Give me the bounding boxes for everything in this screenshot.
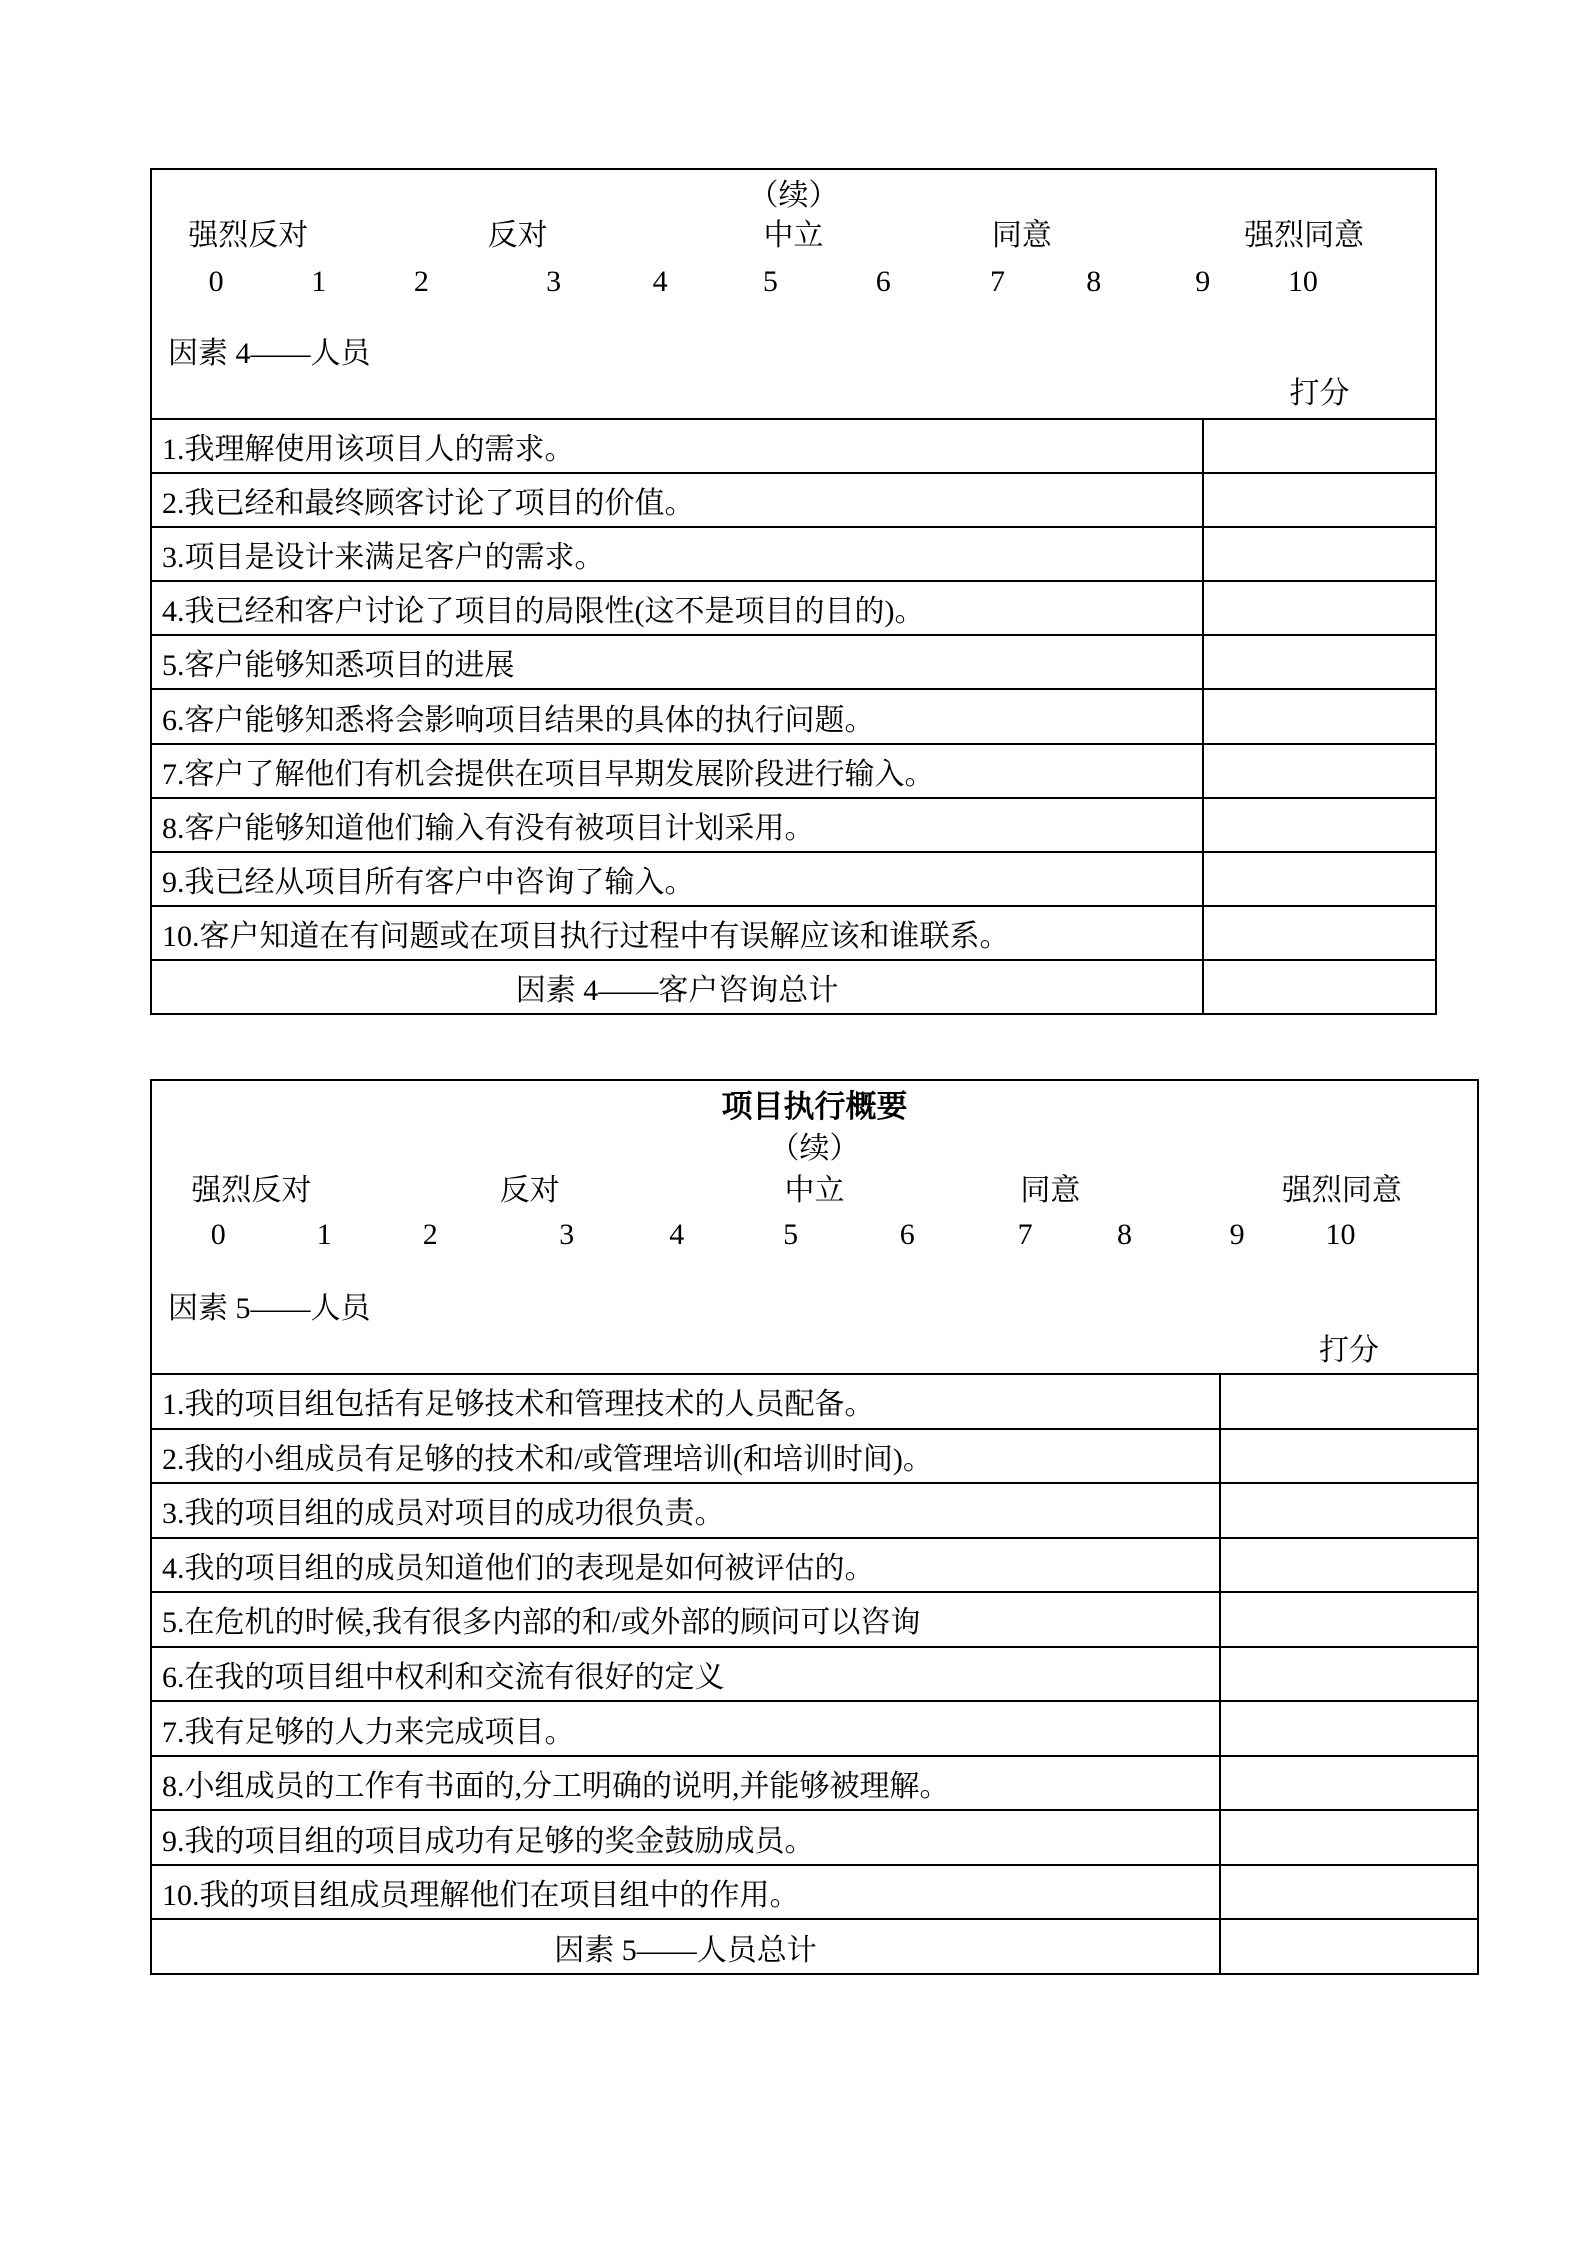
score-cell [1204,582,1435,634]
scale-number: 8 [1117,1218,1133,1251]
question-text: 4.我已经和客户讨论了项目的局限性(这不是项目的目的)。 [152,582,1204,634]
question-text: 5.在危机的时候,我有很多内部的和/或外部的顾问可以咨询 [152,1593,1221,1646]
scale-number: 2 [413,265,429,298]
scale-label: 同意 [1020,1174,1081,1207]
question-text: 10.我的项目组成员理解他们在项目组中的作用。 [152,1866,1221,1919]
scale-label: 反对 [499,1174,560,1207]
scale-number: 4 [652,265,668,298]
scale-number: 0 [208,265,224,298]
scale-number: 10 [1287,265,1318,298]
question-row [152,526,1435,580]
scale-number: 9 [1229,1218,1245,1251]
score-cell [1204,745,1435,797]
questionnaire-section-factor4 [150,168,1437,1015]
question-text: 7.客户了解他们有机会提供在项目早期发展阶段进行输入。 [152,745,1204,797]
score-cell [1204,853,1435,905]
scale-number: 3 [559,1218,575,1251]
question-row [152,1591,1477,1646]
question-text: 8.小组成员的工作有书面的,分工明确的说明,并能够被理解。 [152,1757,1221,1810]
scale-number: 7 [989,265,1005,298]
scale-number: 3 [546,265,562,298]
score-cell [1221,1920,1477,1973]
question-text: 2.我已经和最终顾客讨论了项目的价值。 [152,474,1204,526]
question-text: 9.我已经从项目所有客户中咨询了输入。 [152,853,1204,905]
question-text: 1.我的项目组包括有足够技术和管理技术的人员配备。 [152,1375,1221,1428]
total-row [152,1918,1477,1973]
scale-number: 6 [875,265,891,298]
scale-label: 反对 [487,219,548,252]
question-row [152,1373,1477,1428]
scale-numbers-row [152,264,1435,302]
score-cell [1221,1757,1477,1810]
question-row [152,1428,1477,1483]
question-row [152,1537,1477,1592]
scale-number: 2 [422,1218,438,1251]
score-cell [1204,420,1435,472]
section-title: 项目执行概要 [721,1089,908,1124]
score-cell [1204,690,1435,742]
score-column-label: 打分 [1319,1334,1379,1367]
question-row [152,1700,1477,1755]
question-row [152,905,1435,959]
question-text: 10.客户知道在有问题或在项目执行过程中有误解应该和谁联系。 [152,907,1204,959]
question-row [152,1864,1477,1919]
question-text: 5.客户能够知悉项目的进展 [152,636,1204,688]
question-row [152,580,1435,634]
question-row [152,634,1435,688]
scale-label: 强烈同意 [1281,1174,1402,1207]
question-row [152,418,1435,472]
question-row [152,743,1435,797]
total-label: 因素 4——客户咨询总计 [152,961,1204,1013]
score-cell [1204,528,1435,580]
question-row [152,688,1435,742]
score-cell [1221,1539,1477,1592]
question-row [152,1482,1477,1537]
total-label: 因素 5——人员总计 [152,1920,1221,1973]
scale-label: 强烈同意 [1244,219,1365,252]
scale-number: 10 [1325,1218,1356,1251]
question-row [152,1809,1477,1864]
question-rows [152,1373,1477,1973]
scale-labels-row [152,1173,1477,1211]
score-cell [1221,1375,1477,1428]
scale-label: 同意 [991,219,1052,252]
question-text: 8.客户能够知道他们输入有没有被项目计划采用。 [152,799,1204,851]
scale-label: 中立 [784,1174,845,1207]
score-cell [1204,907,1435,959]
scale-numbers-row [152,1217,1477,1255]
question-rows [152,418,1435,1013]
score-cell [1221,1484,1477,1537]
scale-number: 1 [316,1218,332,1251]
scale-labels-row [152,218,1435,256]
questionnaire-section-factor5 [150,1079,1479,1975]
scale-label: 强烈反对 [191,1174,312,1207]
score-cell [1221,1593,1477,1646]
score-cell [1221,1430,1477,1483]
question-row [152,1646,1477,1701]
continued-marker: （续） [769,1132,860,1165]
scale-number: 5 [783,1218,799,1251]
score-cell [1204,799,1435,851]
scale-number: 9 [1195,265,1211,298]
score-cell [1204,474,1435,526]
scale-number: 0 [210,1218,226,1251]
question-row [152,797,1435,851]
score-cell [1221,1811,1477,1864]
scale-number: 1 [311,265,327,298]
question-text: 1.我理解使用该项目人的需求。 [152,420,1204,472]
scale-label: 中立 [763,219,824,252]
scale-number: 6 [899,1218,915,1251]
question-text: 3.我的项目组的成员对项目的成功很负责。 [152,1484,1221,1537]
scale-label: 强烈反对 [188,219,309,252]
scale-number: 4 [669,1218,685,1251]
score-cell [1221,1648,1477,1701]
continued-marker: （续） [748,179,839,212]
question-row [152,472,1435,526]
question-text: 2.我的小组成员有足够的技术和/或管理培训(和培训时间)。 [152,1430,1221,1483]
total-row [152,959,1435,1013]
scale-number: 5 [762,265,778,298]
question-text: 7.我有足够的人力来完成项目。 [152,1702,1221,1755]
question-text: 6.客户能够知悉将会影响项目结果的具体的执行问题。 [152,690,1204,742]
score-cell [1221,1866,1477,1919]
question-text: 3.项目是设计来满足客户的需求。 [152,528,1204,580]
question-text: 9.我的项目组的项目成功有足够的奖金鼓励成员。 [152,1811,1221,1864]
question-row [152,1755,1477,1810]
score-column-label: 打分 [1289,377,1350,410]
score-cell [1204,961,1435,1013]
question-text: 4.我的项目组的成员知道他们的表现是如何被评估的。 [152,1539,1221,1592]
factor-heading: 因素 4——人员 [168,337,371,370]
scale-number: 8 [1086,265,1102,298]
score-cell [1204,636,1435,688]
question-text: 6.在我的项目组中权利和交流有很好的定义 [152,1648,1221,1701]
score-cell [1221,1702,1477,1755]
factor-heading: 因素 5——人员 [168,1292,371,1325]
scale-number: 7 [1017,1218,1033,1251]
question-row [152,851,1435,905]
